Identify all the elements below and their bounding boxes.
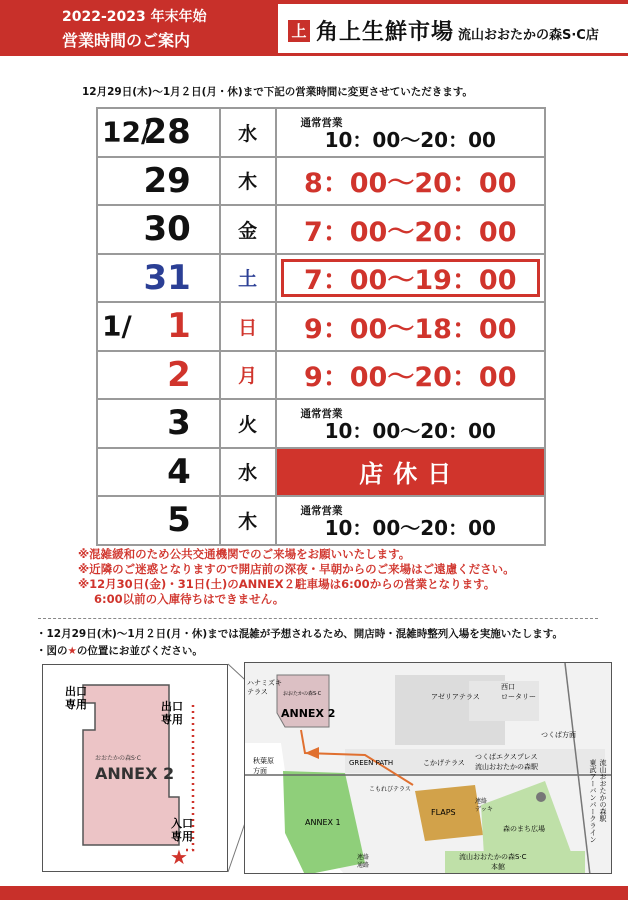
exit-label: 出口 (161, 700, 183, 713)
map-label: 流山おおたかの森駅 (475, 763, 538, 771)
queue-notice (36, 626, 563, 660)
schedule-table (96, 107, 546, 546)
schedule-row (97, 108, 545, 157)
exit-label: 出口 (65, 685, 87, 698)
schedule-row (97, 448, 545, 497)
note-line: 6:00以前の入庫待ちはできません。 (94, 592, 285, 606)
day-number: 3 (167, 403, 191, 444)
schedule-row (97, 351, 545, 400)
area-map (244, 662, 612, 874)
map-label: 連絡 (475, 798, 488, 805)
queue-map (42, 664, 228, 872)
exit-label: 専用 (65, 698, 87, 711)
schedule-row (97, 157, 545, 206)
schedule-row (97, 205, 545, 254)
date-cell (97, 302, 220, 351)
normal-label: 通常営業 (300, 505, 343, 517)
day-number: 30 (143, 209, 191, 250)
hours-text: 9：00～18：00 (303, 313, 517, 345)
area-map-drawing (245, 663, 612, 874)
map-label: FLAPS (431, 808, 456, 817)
normal-label: 通常営業 (300, 408, 343, 420)
note-line: ※混雑緩和のため公共交通機関でのご来場をお願いいたします。 (78, 547, 411, 561)
hours-cell (276, 108, 546, 157)
date-cell (97, 157, 220, 206)
map-label: こかげテラス (423, 759, 465, 767)
hours-cell (276, 157, 546, 206)
map-label: GREEN PATH (349, 759, 394, 767)
hours-cell (276, 399, 546, 448)
closed-cell: 店休日 (276, 448, 546, 497)
schedule-row (97, 496, 545, 545)
weekday-cell: 水 (220, 448, 276, 497)
date-cell (97, 399, 220, 448)
map-label: 秋葉原 (253, 757, 274, 765)
weekday-cell: 木 (220, 157, 276, 206)
map-label: つくば方面 (541, 731, 576, 739)
month-prefix: 1/ (102, 309, 132, 343)
map-label: 本館 (491, 863, 505, 871)
weekday-cell: 金 (220, 205, 276, 254)
date-cell (97, 496, 220, 545)
map-label: 通路 (357, 862, 370, 869)
hours-text: 10：00～20：00 (324, 515, 496, 540)
schedule-row (97, 399, 545, 448)
day-number: 2 (167, 354, 191, 395)
exit-label: 専用 (161, 713, 183, 726)
note-line: ※12月30日(金)・31日(土)のANNEX２駐車場は6:00からの営業となります。 (78, 577, 496, 591)
day-number: 31 (143, 257, 191, 298)
store-name: 流山おおたかの森S·C店 (458, 28, 599, 43)
note-line: ※近隣のご迷惑となりますので開店前の深夜・早朝からのご来場はご遠慮ください。 (78, 562, 515, 576)
map-label: ANNEX 2 (281, 707, 336, 720)
map-label: おおたかの森S·C (283, 691, 322, 697)
hours-cell (276, 254, 546, 303)
brand-name: 角上生鮮市場 (316, 19, 455, 45)
map-label: 流山おおたかの森S·C (459, 853, 527, 861)
month-prefix: 12/ (102, 115, 152, 149)
header-title: 営業時間のご案内 (62, 31, 191, 50)
map-label: ハナミズキ (247, 679, 282, 687)
bullet-line (36, 643, 563, 660)
hours-text: 9：00～20：00 (303, 362, 517, 394)
bullet-text: の位置にお並びください。 (76, 645, 203, 657)
building-sub-label: おおたかの森S·C (95, 755, 141, 762)
date-cell (97, 351, 220, 400)
weekday-cell: 火 (220, 399, 276, 448)
entrance-label: 専用 (171, 830, 193, 843)
map-label: 流山おおたかの森駅 (599, 759, 607, 822)
hours-text: 8：00～20：00 (303, 168, 517, 200)
map-label: 方面 (253, 767, 267, 775)
hours-cell (276, 205, 546, 254)
date-cell (97, 448, 220, 497)
divider (38, 618, 598, 619)
map-label: ANNEX 1 (305, 818, 341, 827)
map-label: デッキ (475, 806, 493, 813)
map-label: 連絡 (357, 854, 370, 861)
hours-text: 7：00～19：00 (303, 265, 517, 297)
weekday-cell: 木 (220, 496, 276, 545)
logo-mark: 上 (288, 20, 310, 42)
header-year: 2022-2023 年末年始 (62, 9, 207, 25)
day-number: 4 (167, 451, 191, 492)
hours-text: 10：00～20：00 (324, 127, 496, 152)
highlight-frame (281, 259, 541, 298)
map-label: 森のまち広場 (503, 825, 545, 833)
star-icon: ★ (67, 645, 77, 657)
day-number: 28 (143, 112, 191, 153)
building-label: ANNEX 2 (95, 764, 175, 783)
map-label: テラス (247, 688, 268, 696)
weekday-cell: 月 (220, 351, 276, 400)
map-label: 東武アーバンパークライン (589, 759, 597, 843)
date-cell (97, 205, 220, 254)
entrance-label: 入口 (171, 817, 193, 830)
bullet-text: ・図の (36, 645, 68, 657)
map-label: ロータリー (501, 693, 536, 701)
map-label: 西口 (501, 683, 515, 691)
intro-text: 12月29日(木)～1月２日(月・休)まで下記の営業時間に変更させていただきます。 (82, 86, 473, 98)
schedule-row (97, 254, 545, 303)
map-label: こもれびテラス (369, 786, 411, 793)
date-cell (97, 108, 220, 157)
queue-map-drawing (43, 665, 228, 872)
bullet-line: ・12月29日(木)～1月２日(月・休)までは混雑が予想されるため、開店時・混雑時整列入場を実施いたします。 (36, 628, 563, 640)
map-label: アゼリアテラス (431, 693, 480, 701)
weekday-cell: 水 (220, 108, 276, 157)
date-cell (97, 254, 220, 303)
hours-text: 10：00～20：00 (324, 418, 496, 443)
hours-cell (276, 302, 546, 351)
day-number: 29 (143, 160, 191, 201)
star-icon: ★ (170, 845, 188, 869)
footer-bar (0, 886, 628, 900)
schedule-row (97, 302, 545, 351)
day-number: 1 (167, 306, 191, 347)
normal-label: 通常営業 (300, 117, 343, 129)
notes (78, 547, 515, 607)
hours-text: 7：00～20：00 (303, 216, 517, 248)
hours-cell (276, 351, 546, 400)
brand-topbar (278, 0, 628, 4)
weekday-cell: 日 (220, 302, 276, 351)
weekday-cell: 土 (220, 254, 276, 303)
hours-cell (276, 496, 546, 545)
map-label: つくばエクスプレス (475, 753, 538, 761)
header-banner (0, 0, 278, 56)
day-number: 5 (167, 500, 191, 541)
